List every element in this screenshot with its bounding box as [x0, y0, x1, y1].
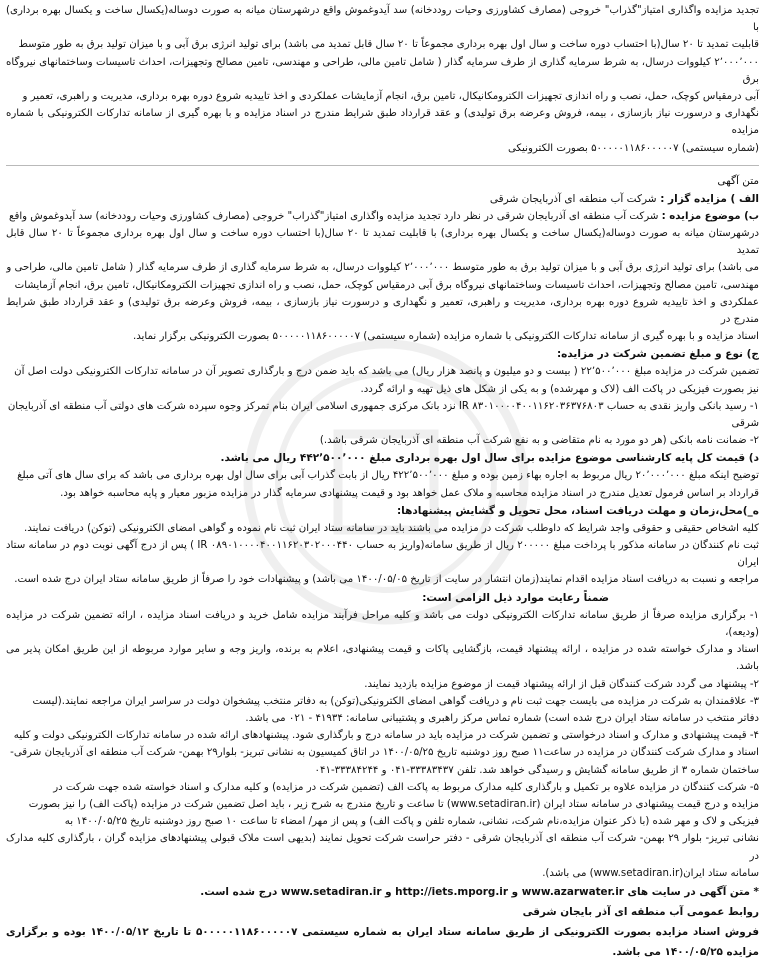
auctioneer-value: شرکت آب منطقه ای آذربایجان شرقی	[489, 192, 657, 205]
notice-body	[6, 172, 759, 962]
requirement-item: مزایده و درج قیمت پیشنهادی در سامانه ستاد ایران (www.setadiran.ir) تا ساعت و تاریخ مندرج به شرح زیر ، باید اصل تضمین شرکت در مزایده (پاکت الف) را نیز بصورت	[28, 798, 759, 810]
websites-line: * متن آگهی در سایت های www.azarwater.ir و http://iets.mporg.ir و www.setadiran.ir درج شده است.	[200, 885, 759, 898]
requirement-item: ۳- علاقمندان به شرکت در مزایده می بایست جهت ثبت نام و دریافت گواهی امضای الکترونیکی(توکن) به دفاتر منتخب پیشخوان دولت در سراسر ایران مراجعه نمایند.(لیست	[32, 695, 759, 707]
subject-text: مهندسی، تامین مصالح وتجهیزات، احداث تاسیسات وساختمانهای نیروگاه برق آبی درمقیاس کوچک، حمل، نصب و راه اندازی تجهیزات الکترومکانیکال، تامین برق، انجام آزمایشات	[14, 279, 759, 291]
tender-notice-page	[6, 2, 760, 958]
subject-label: ب) موضوع مزایده :	[661, 210, 759, 222]
base-price-heading: د) قیمت کل پایه کارشناسی موضوع مزایده برای سال اول بهره برداری مبلغ ۴۴۲٬۵۰۰٬۰۰۰ ریال می باشد.	[220, 452, 759, 465]
requirement-item: ۴- قیمت پیشنهادی و مدارک و اسناد درخواستی و تضمین شرکت در مزایده باید در سامانه درج و بارگذاری شود. پیشنهادهای ارائه شده در سامانه تدارکات الکترونیکی دولت و کلیه	[13, 730, 759, 742]
guarantee-text: ۲- ضمانت نامه بانکی (هر دو مورد به نام متقاضی و به نفع شرکت آب منطقه ای آذربایجان شرقی باشد.)	[319, 435, 759, 447]
requirement-item: ۲- پیشنهاد می گردد شرکت کنندگان قبل از ارائه پیشنهاد قیمت از موضوع مزایده بازدید نمایند.	[364, 678, 759, 690]
sale-dates-line: فروش اسناد مزایده بصورت الکترونیکی از طریق سامانه ستاد ایران به شماره سیستمی ۵۰۰۰۰۰۱۱۸۶۰۰۰۰۰۷ تا تاریخ ۱۴۰۰/۰۵/۱۲ بوده و برگزاری مزایده ۱۴۰۰/۰۵/۲۵ می باشد.	[6, 925, 759, 958]
subject-text: شرکت آب منطقه ای آذربایجان شرقی در نظر دارد تجدید مزایده واگذاری امتیاز"گذراب" خروجی (مصارف کشاورزی وحیات روددخانه) سد آیدوغموش واقع	[9, 210, 659, 222]
auctioneer-label: الف ) مزایده گزار :	[660, 192, 759, 205]
documents-text: ثبت نام کنندگان در سامانه مذکور با پرداخت مبلغ ۲۰۰۰۰۰ ریال از طریق سامانه(واریز به حساب IR ۰۸۹۰۱۰۰۰۰۴۰۰۱۱۶۲۰۳۰۲۰۰۰۴۴۰ ) پس از درج آگهی نوبت دوم در سامانه ستاد ایران	[6, 540, 759, 569]
summary-line: قابلیت تمدید تا ۲۰ سال(با احتساب دوره ساخت و سال اول بهره برداری مجموعاً تا ۲۰ سال قابل تمدید می باشد) برای تولید انرژی برق آبی و با میزان تولید برق به طور متوسط	[18, 39, 759, 51]
section-divider	[6, 165, 759, 166]
summary-line: (شماره سیستمی) ۵۰۰۰۰۰۱۱۸۶۰۰۰۰۰۷ بصورت الکترونیکی	[507, 142, 759, 154]
public-relations-line: روابط عمومی آب منطقه ای آذر بایجان شرقی	[522, 905, 759, 918]
guarantee-text: ۱- رسید بانکی واریز نقدی به حساب IR ۸۳۰۱۰۰۰۰۴۰۰۱۱۶۲۰۳۶۳۷۶۸۰۳ نزد بانک مرکزی جمهوری اسلامی ایران بنام تمرکز وجوه سپرده شرکت های دولتی آب منطقه ای آذربایجان	[7, 400, 759, 412]
requirement-item: نشانی تبریز- بلوار ۲۹ بهمن- شرکت آب منطقه ای آذربایجان شرقی - دفتر حراست شرکت تحویل نمایند (بدیهی است ملاک قبولی پیشنهادهای مزایده گران ، بارگذاری کلیه مدارک در	[6, 833, 760, 862]
ad-label: متن آگهی	[717, 174, 759, 187]
summary-line: نگهداری و درسورت نیاز بازسازی ، بیمه، فروش وعرضه برق تولیدی) و عقد قرارداد طبق شرایط مندرج در اسناد مزایده و با بهره گیری از سامانه تدارکات الکترونیکی با شماره مزایده	[6, 108, 759, 137]
documents-heading: ه_)محل،زمان و مهلت دریافت اسناد، محل تحویل و گشایش پیشنهادها:	[396, 504, 759, 517]
requirement-item: سامانه ستاد ایران(www.setadiran.ir) می باشد).	[542, 867, 759, 879]
summary-line: ۲٬۰۰۰٬۰۰۰ کیلووات درسال، به شرط سرمایه گذاری از طرف سرمایه گذار ( شامل تامین مالی، طراحی و مهندسی، تامین مصالح وتجهیزات، احداث تاسیسات وساختمانهای نیروگاه برق	[6, 56, 759, 85]
guarantee-text: تضمین شرکت در مزایده مبلغ ۲۲٬۵۰۰٬۰۰۰ ( بیست و دو میلیون و پانصد هزار ریال) می باشد که باید ضمن درج و بارگذاری تصویر آن در سامانه تدارکات الکترونیکی دولت اصل آن	[14, 366, 759, 378]
requirement-item: ۱- برگزاری مزایده صرفاً از طریق سامانه تدارکات الکترونیکی دولت می باشد و کلیه مراحل فرآیند مزایده شامل خرید و دریافت اسناد مزایده ، ارائه تضمین شرکت در مزایده (ودیعه)،	[6, 609, 759, 638]
auctioneer-line	[6, 190, 759, 208]
summary-line: آبی درمقیاس کوچک، حمل، نصب و راه اندازی تجهیزات الکترومکانیکال، تامین برق، انجام آزمایشات عملکردی و اخذ تاییدیه شروع دوره بهره برداری، مدیریت و راهبری، تعمیر و	[22, 91, 759, 103]
requirement-item: ساختمان شماره ۳ از طریق سامانه گشایش و رسیدگی خواهد شد. تلفن ۳۳۳۸۳۴۳۷-۰۴۱ و ۳۳۳۸۴۲۴۴-۰۴۱	[314, 764, 759, 776]
documents-text: کلیه اشخاص حقیقی و حقوقی واجد شرایط که داوطلب شرکت در مزایده می باشند باید در سامانه ستاد ایران ثبت نام نموده و گواهی امضای الکترونیکی (توکن) دریافت نمایند.	[24, 522, 759, 534]
documents-text: مراجعه و نسبت به دریافت اسناد مزایده اقدام نمایند(زمان انتشار در سایت از تاریخ ۱۴۰۰/۰۵/۰۵ می باشد) و پیشنهادات خود را صرفاً از طریق سامانه ستاد ایران درج شده است.	[14, 574, 759, 586]
base-price-text: توضیح اینکه مبلغ ۲۰٬۰۰۰٬۰۰۰ ریال مربوط به اجاره بهاء زمین بوده و مبلغ ۴۲۲٬۵۰۰٬۰۰۰ ریال از بابت گذراب آبی برای سال اول بهره برداری می باشد که برای سال های آتی مبلغ	[17, 470, 759, 482]
subject-line	[6, 208, 759, 225]
requirement-item: اسناد و مدارک خواسته شده در مزایده ، ارائه پیشنهاد قیمت، بازگشایی پاکات و قیمت پیشنهادی، اعلام به برنده، واریز وجه و سایر موارد مربوطه از این طریق امکان پذیر می باشد.	[6, 644, 759, 673]
requirement-item: دفاتر منتخب در سامانه ستاد ایران درج شده است) شماره تماس مرکز راهبری و پشتیبانی سامانه: ۴۱۹۳۴ - ۰۲۱ می باشد.	[245, 712, 759, 724]
subject-text: می باشد) برای تولید انرژی برق آبی و با میزان تولید برق به طور متوسط ۲٬۰۰۰٬۰۰۰ کیلووات درسال، به شرط سرمایه گذاری از طرف سرمایه گذار ( شامل تامین مالی، طراحی و	[6, 262, 759, 274]
subject-text: عملکردی و اخذ تاییدیه شروع دوره بهره برداری، مدیریت و راهبری، تعمیر و نگهداری و درسورت نیاز بازسازی ، بیمه، فروش وعرضه برق تولیدی) و عقد قرارداد طبق شرایط مندرج در	[6, 296, 759, 326]
requirement-item: ۵- شرکت کنندگان در مزایده علاوه بر تکمیل و بارگذاری کلیه مدارک مربوط به پاکت الف (تضمین شرکت در مزایده) و کلیه مدارک و اسناد خواسته شده جهت شرکت در	[53, 781, 759, 793]
subject-text: درشهرستان میانه به صورت دوساله(یکسال ساخت و یکسال بهره برداری) با قابلیت تمدید تا ۲۰ سال(با احتساب دوره ساخت و سال اول بهره برداری مجموعاً تا ۲۰ سال قابل تمدید	[6, 228, 759, 257]
base-price-text: قرارداد بر اساس فرمول تعدیل مندرج در اسناد مزایده محاسبه و ملاک عمل خواهد بود و قیمت پیشنهادی سرمایه گذار در مزایده مزبور معیار و پایه محاسبه خواهد بود.	[60, 487, 759, 499]
guarantee-heading: ج) نوع و مبلغ تضمین شرکت در مزایده:	[556, 348, 759, 361]
subject-text: اسناد مزایده و با بهره گیری از سامانه تدارکات الکترونیکی با شماره مزایده (شماره سیستمی) ۵۰۰۰۰۰۱۱۸۶۰۰۰۰۰۷ بصورت الکترونیکی برگزار نماید.	[132, 331, 759, 343]
guarantee-text: شرقی	[731, 418, 759, 430]
requirement-item: فیزیکی و لاک و مهر شده (با ذکر عنوان مزایده،نام شرکت، نشانی، شماره تلفن و پاکت الف) و پس از مهر/ امضاء تا ساعت ۱۰ صبح روز دوشنبه تاریخ ۱۴۰۰/۰۵/۲۵ به	[64, 816, 759, 828]
summary-line: تجدید مزایده واگذاری امتیاز"گذراب" خروجی (مصارف کشاورزی وحیات روددخانه) سد آیدوغموش واقع درشهرستان میانه به صورت دوساله(یکسال ساخت و یکسال بهره برداری) با	[6, 5, 759, 34]
requirements-heading: ضمناً رعایت موارد ذیل الزامی است:	[422, 591, 609, 604]
requirement-item: اسناد و مدارک شرکت کنندگان در مزایده در ساعت۱۱ صبح روز دوشنبه تاریخ ۱۴۰۰/۰۵/۲۵ در اتاق کمیسیون به نشانی تبریز- بلوار۲۹ بهمن- شرکت آب منطقه ای آذربایجان شرقی-	[10, 747, 759, 759]
guarantee-text: نیز بصورت فیزیکی در پاکت الف (لاک و مهرشده) و به یکی از شکل های ذیل تهیه و ارائه گردد.	[360, 383, 759, 395]
summary-paragraph	[6, 2, 759, 157]
